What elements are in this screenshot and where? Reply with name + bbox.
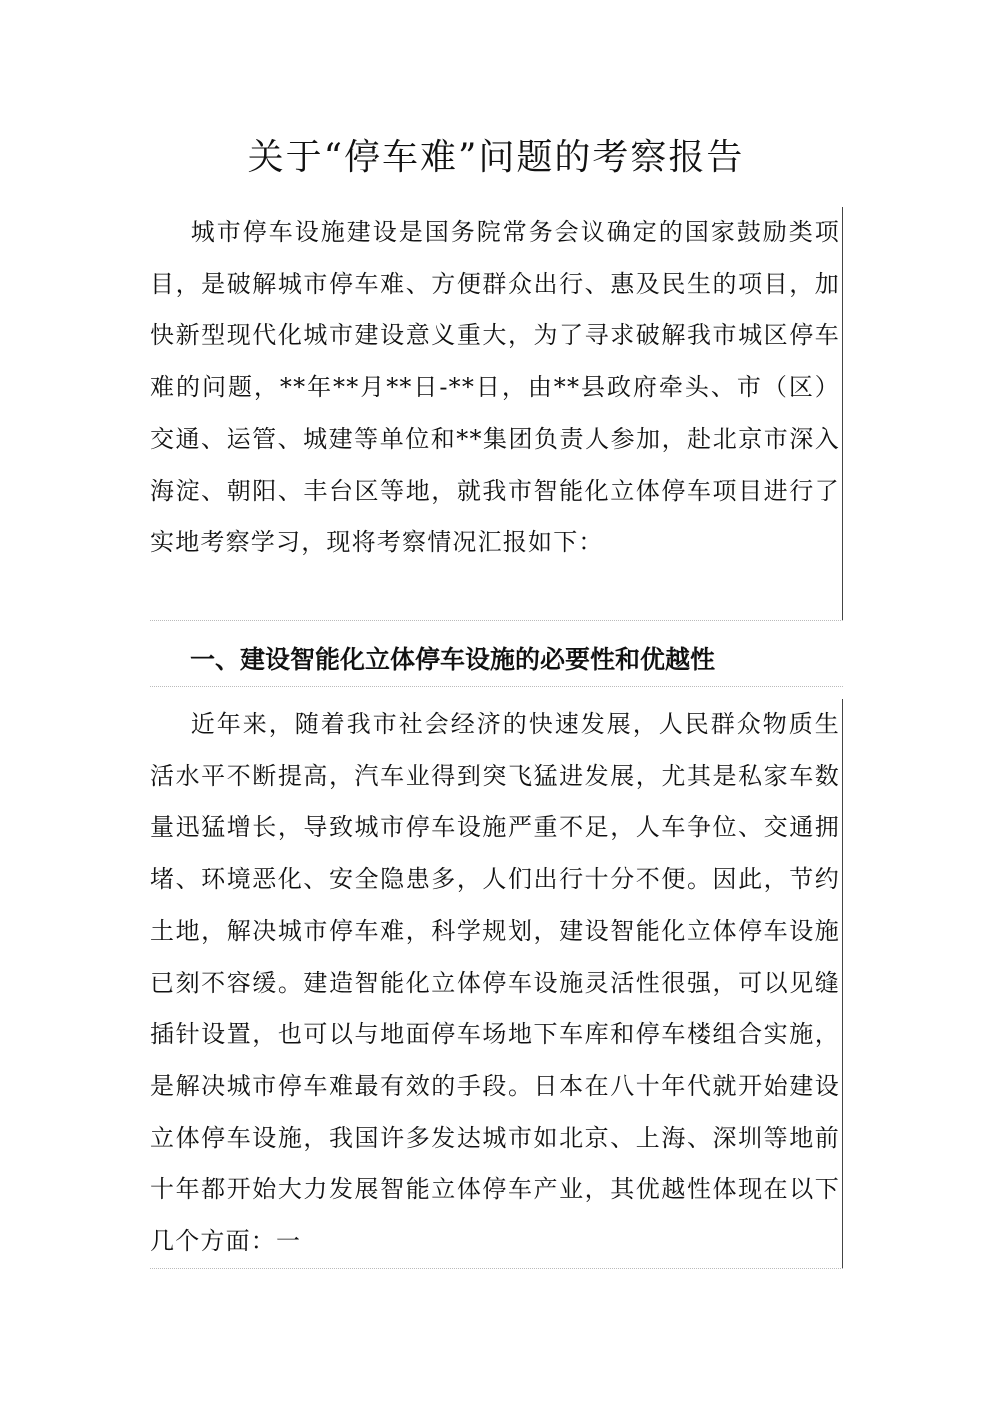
section-paragraph [150,699,843,1269]
document-title: 关于“停车难”问题的考察报告 [247,137,745,178]
section-divider [150,620,843,621]
page-bottom-divider [150,1268,843,1269]
intro-paragraph-text: 城市停车设施建设是国务院常务会议确定的国家鼓励类项目，是破解城市停车难、方便群众出行、惠及民生的项目，加快新型现代化城市建设意义重大，为了寻求破解我市城区停车难的问题，**年**月**日-**日，由**县政府牵头、市（区）交通、运管、城建等单位和**集团负责人参加，赴北京市深入海淀、朝阳、丰台区等地，就我市智能化立体停车项目进行了实地考察学习，现将考察情况汇报如下： [150,218,840,557]
section-divider [150,686,843,687]
section-paragraph-text: 近年来，随着我市社会经济的快速发展，人民群众物质生活水平不断提高，汽车业得到突飞猛进发展，尤其是私家车数量迅猛增长，导致城市停车设施严重不足，人车争位、交通拥堵、环境恶化、安全隐患多，人们出行十分不便。因此，节约土地，解决城市停车难，科学规划，建设智能化立体停车设施已刻不容缓。建造智能化立体停车设施灵活性很强，可以见缝插针设置，也可以与地面停车场地下车库和停车楼组合实施，是解决城市停车难最有效的手段。日本在八十年代就开始建设立体停车设施，我国许多发达城市如北京、上海、深圳等地前十年都开始大力发展智能立体停车产业，其优越性体现在以下几个方面：一 [150,710,840,1256]
section-heading: 一、建设智能化立体停车设施的必要性和优越性 [190,645,716,674]
intro-paragraph [150,207,843,621]
